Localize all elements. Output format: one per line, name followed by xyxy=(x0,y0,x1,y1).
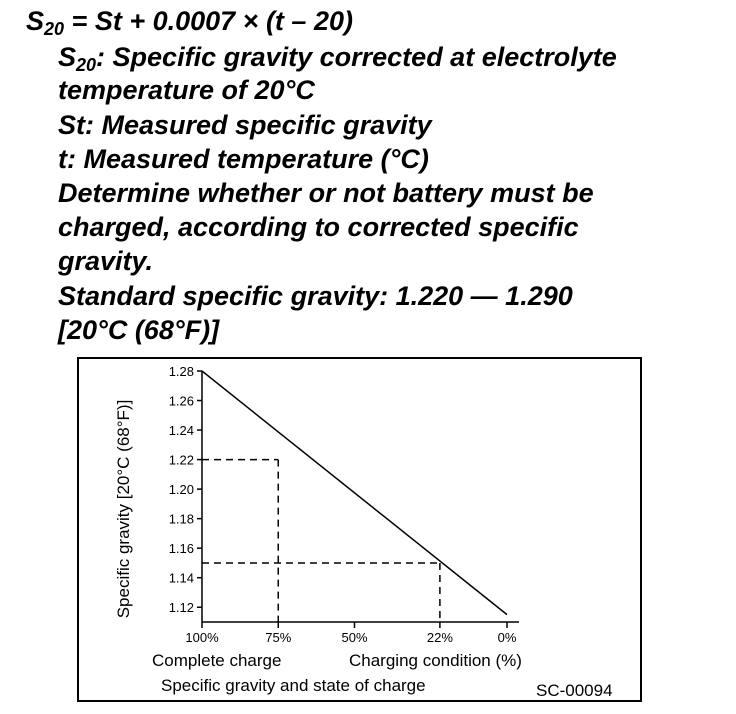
y-axis-label: Specific gravity [20°C (68°F)] xyxy=(114,399,133,619)
determine-line-2: charged, according to corrected specific xyxy=(58,212,579,242)
complete-charge-label: Complete charge xyxy=(152,651,282,670)
series-line xyxy=(202,371,507,615)
y-tick-label: 1.14 xyxy=(168,570,194,586)
y-tick-label: 1.24 xyxy=(168,423,194,439)
y-tick-label: 1.22 xyxy=(168,452,194,468)
x-tick-label: 100% xyxy=(185,630,219,645)
determine-line-3: gravity. xyxy=(58,246,154,276)
y-tick-label: 1.26 xyxy=(168,393,194,409)
x-tick-label: 50% xyxy=(341,630,368,645)
definition-s20 xyxy=(58,40,617,74)
correction-formula xyxy=(26,4,353,38)
standard-line-1: Standard specific gravity: 1.220 — 1.290 xyxy=(58,281,573,311)
specific-gravity-chart xyxy=(77,357,642,702)
formula-body: = St + 0.0007 × (t – 20) xyxy=(64,6,353,36)
x-tick-label: 75% xyxy=(265,630,292,645)
y-tick-label: 1.20 xyxy=(168,482,194,498)
y-tick-label: 1.12 xyxy=(168,600,194,616)
chart-canvas xyxy=(79,359,644,704)
x-tick-label: 0% xyxy=(497,630,517,645)
series-group xyxy=(202,371,507,615)
definition-s20-continued: temperature of 20°C xyxy=(58,75,315,105)
y-tick-label: 1.18 xyxy=(168,511,194,527)
formula-subscript: 20 xyxy=(44,19,65,39)
x-tick-label: 22% xyxy=(426,630,453,645)
x-tick-group xyxy=(185,622,516,645)
definition-s20-symbol: S xyxy=(58,42,77,72)
definition-t: t: Measured temperature (°C) xyxy=(58,144,429,174)
formula-symbol: S xyxy=(26,6,45,36)
x-axis-label: Charging condition (%) xyxy=(349,651,522,670)
definition-st: St: Measured specific gravity xyxy=(58,110,432,140)
chart-title: Specific gravity and state of charge xyxy=(161,676,426,695)
y-tick-group xyxy=(169,364,202,615)
y-tick-label: 1.28 xyxy=(168,364,194,379)
definition-s20-text: : Specific gravity corrected at electrolyte xyxy=(96,42,617,72)
figure-code: SC-00094 xyxy=(536,681,613,700)
definition-s20-subscript: 20 xyxy=(76,55,97,75)
y-tick-label: 1.16 xyxy=(168,541,194,557)
standard-line-2: [20°C (68°F)] xyxy=(58,315,220,345)
reference-line-group xyxy=(202,460,440,622)
determine-line-1: Determine whether or not battery must be xyxy=(58,178,594,208)
